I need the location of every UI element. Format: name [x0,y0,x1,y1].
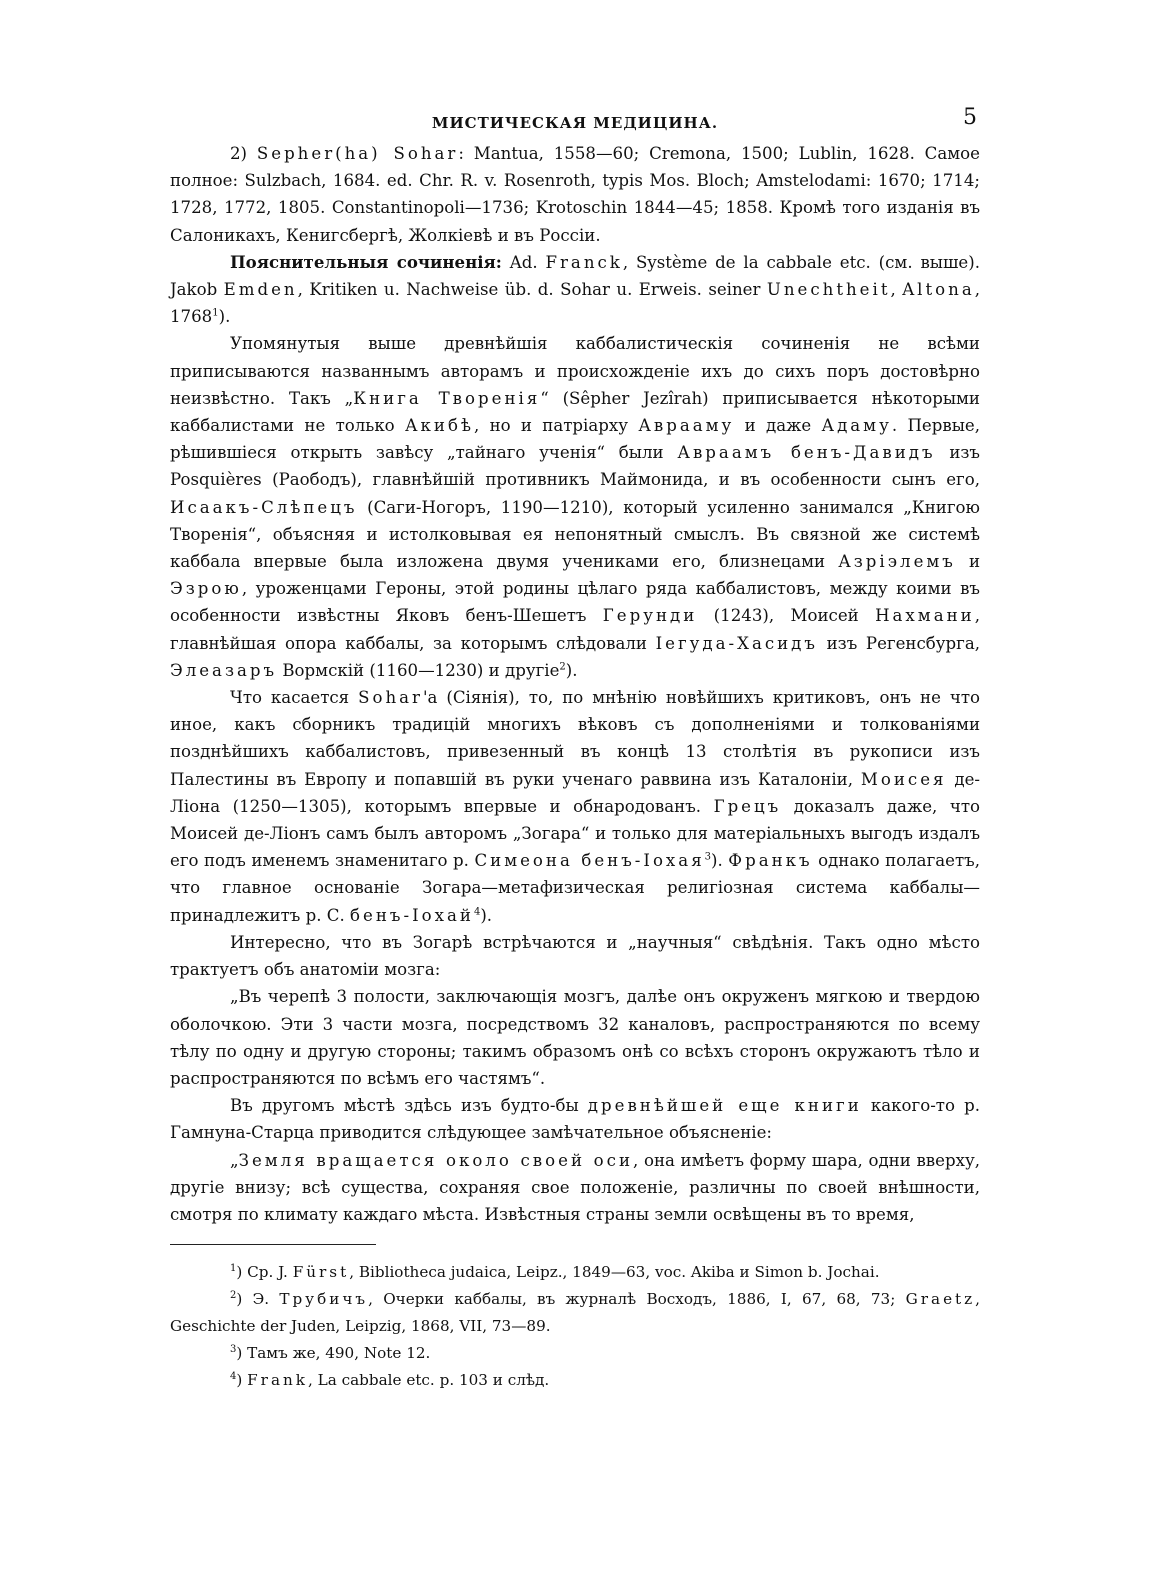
text-run: Вормскій (1160—1230) и другіе [277,660,560,680]
footnote-1 [170,1259,980,1286]
text-run: ). [711,851,729,871]
text-run: и [955,552,980,572]
spaced-name: Акибѣ [404,416,474,436]
running-title: МИСТИЧЕСКАЯ МЕДИЦИНА. [431,114,719,132]
text-run: , Geschichte der Juden, Leipzig, 1868, VII, 73—89. [170,1290,980,1336]
text-run: ) Э. [236,1290,280,1309]
spaced-phrase: древнѣйшей еще книги [587,1096,862,1116]
spaced-name: Адаму [821,416,892,436]
footnote-ref: 1 [212,307,219,319]
text-run: ). [565,660,578,680]
paragraph-earth-quote [170,1147,980,1229]
spaced-name: Франкъ [728,851,813,871]
text-run: ) [236,1371,248,1390]
text-run: (1243), Моисей [697,606,876,626]
text-run: какого-то р. Гамнуна-Старца приводится слѣдующее замѣчательное объясненіе: [170,1096,980,1143]
text-run: , Système de la cabbale etc. (см. выше). Jakob [170,252,980,300]
text-run: де-Ліона (1250—1305), которымъ впервые и обнародованъ. [170,769,980,816]
footnote-mark: 3 [230,1344,237,1356]
text-run: , [890,280,903,300]
footnote-ref: 2 [559,661,566,673]
spaced-name: Frank [247,1371,308,1390]
text-run: , она имѣетъ форму шара, одни вверху, другіе внизу; всѣ существа, сохраняя свое положеніе, различны по своей внѣшности, смотря по климату каждаго мѣста. Извѣстныя страны земли освѣщены въ то время, [170,1150,980,1224]
text-run: “ (Sêpher Jezîrah) приписывается нѣкоторыми каббалистами не только [170,388,980,436]
text-run: Ad. [501,252,546,272]
text-run: , Bibliotheca judaica, Leipz., 1849—63, voc. Akiba и Simon b. Jochai. [349,1263,880,1282]
text-run: 'а (Сіянія), то, по мнѣнію новѣйшихъ критиковъ, онъ не что иное, какъ сборникъ традицій многихъ вѣковъ съ дополненіями и толкованіями позднѣйшихъ каббалистовъ, привезенный въ концѣ 13 столѣтія въ рукописи изъ Палестины въ Европу и попавшій въ руки ученаго раввина изъ Каталоніи, [170,688,980,789]
spaced-name: Азріэлемъ [838,552,956,572]
text-run: изъ Posquières (Раободъ), главнѣйшій противникъ Маймонида, и въ особенности сынъ его, [170,443,980,490]
spaced-name: Исаакъ-Слѣпецъ [170,497,358,517]
text-run: : Mantua, 1558—60; Cremona, 1500; Lublin, 1628. Самое полное: Sulzbach, 1684. ed. Chr. R. v. Rosenroth, typis Mos. Bloch; Amstelodami: 1670; 1714; 1728, 1772, 1805. Constantinopoli—1736; Krotoschin 1844—45; 1858. Кромѣ того изданія въ Салоникахъ, Кенигсбергѣ, Жолкіевѣ и въ Россіи. [170,144,980,245]
page-number: 5 [963,105,978,130]
spaced-name: Graetz [905,1290,976,1309]
text-run: изъ Регенсбурга, [817,633,980,653]
text-run: , Очерки каббалы, въ журналѣ Восходъ, 1886, I, 67, 68, 73; [368,1290,906,1309]
commentaries-label: Пояснительныя сочиненія: [230,251,502,272]
paragraph-kabbalists [170,330,980,684]
text-run: , 1768 [170,280,980,327]
footnote-divider [170,1244,376,1245]
text-run: , Kritiken u. Nachweise üb. d. Sohar u. Erweis. seiner [297,280,767,300]
text-run: , La cabbale etc. p. 103 и слѣд. [307,1371,550,1390]
spaced-name: Іегуда-Хасидъ [655,633,818,653]
text-run: Въ другомъ мѣстѣ здѣсь изъ будто-бы [230,1096,588,1116]
footnotes [170,1259,980,1394]
paragraph-editions [170,140,980,249]
spaced-name: Моисея [860,769,947,789]
spaced-name: Авраамъ бенъ-Давидъ [677,443,936,463]
text-run: ) Cp. J. [236,1263,293,1282]
paragraph-anatomy-intro [170,929,980,983]
running-header [170,104,980,140]
spaced-name: бенъ-Іохай [350,905,474,925]
text-run: „Въ черепѣ 3 полости, заключающія мозгъ, далѣе онъ окруженъ мягкою и твердою оболочкою. Эти 3 части мозга, посредствомъ 32 каналовъ, распространяются по всему тѣлу по одну и другую стороны; такимъ образомъ онѣ со всѣхъ сторонъ окружаютъ тѣло и распространяются по всѣмъ его частямъ“. [170,987,980,1088]
spaced-name: Emden [223,280,298,300]
text-run: ). [480,905,493,925]
text-run: „ [230,1150,239,1170]
text-run: , главнѣйшая опора каббалы, за которымъ слѣдовали [170,606,980,653]
footnote-mark: 4 [230,1371,237,1383]
footnote-mark: 2 [230,1290,237,1302]
text-run: и даже [734,416,822,436]
text-run: ). [218,307,231,327]
footnote-3 [170,1340,980,1367]
text-run: Что касается [230,688,359,708]
text-run: , уроженцами Героны, этой родины цѣлаго ряда каббалистовъ, между коими въ особенности извѣстны Яковъ бенъ-Шешетъ [170,579,980,626]
text-run: Упомянутыя выше древнѣйшія каббалистическія сочиненія не всѣми приписываются названнымъ авторамъ и происхожденіе ихъ до сихъ поръ достовѣрно неизвѣстно. Такъ „ [170,334,980,408]
text-run: 2) [230,144,257,163]
spaced-phrase: Земля вращается около своей оси [238,1150,634,1170]
spaced-name: Трубичъ [279,1290,369,1309]
text-run: . Первые, рѣшившіеся открыть завѣсу „тайнаго ученія“ были [170,416,980,463]
spaced-name: Franck [545,252,623,272]
text-run: доказалъ даже, что Моисей де-Ліонъ самъ былъ авторомъ „Зогара“ и только для матеріальныхъ выгодъ издалъ его подъ именемъ знаменитаго р. [170,796,980,871]
text-run: (Саги-Ногоръ, 1190—1210), который усиленно занимался „Книгою Творенія“, объясняя и истолковывая ея непонятный смыслъ. Въ связной же системѣ каббала впервые была изложена двумя учениками его, близнецами [170,497,980,572]
spaced-name: Симеона бенъ-Іохая [474,851,705,871]
spaced-name: Эзрою [170,579,242,599]
paragraph-hamnuna [170,1092,980,1146]
footnote-mark: 1 [230,1263,237,1275]
paragraph-anatomy-quote [170,983,980,1092]
text-run: ) Тамъ же, 490, Note 12. [236,1344,431,1363]
text-run: Интересно, что въ Зогарѣ встрѣчаются и „научныя“ свѣдѣнія. Такъ одно мѣсто трактуетъ объ анатоміи мозга: [170,932,980,980]
spaced-title: Sohar [358,688,423,708]
paragraph-commentaries [170,249,980,331]
footnote-2 [170,1286,980,1340]
paragraph-sohar [170,684,980,929]
spaced-name: Fürst [292,1263,350,1282]
footnote-4 [170,1367,980,1394]
spaced-word: Unechtheit [766,280,891,300]
footnote-ref: 4 [473,906,481,918]
spaced-name: Аврааму [638,416,735,436]
book-page [170,104,980,1484]
spaced-title: Книга Творенія [353,388,541,408]
footnote-ref: 3 [704,851,712,863]
spaced-name: Грецъ [713,796,782,816]
spaced-name: Герунди [602,606,698,626]
text-run: однако полагаетъ, что главное основаніе Зогара—метафизическая религіозная система каббалы—принадлежитъ р. С. [170,851,980,925]
spaced-name: Элеазаръ [170,660,278,680]
spaced-title: Sepher(ha) Sohar [256,144,459,163]
text-run: , но и патріарху [473,416,639,436]
spaced-place: Altona [902,280,975,300]
spaced-name: Нахмани [875,606,975,626]
